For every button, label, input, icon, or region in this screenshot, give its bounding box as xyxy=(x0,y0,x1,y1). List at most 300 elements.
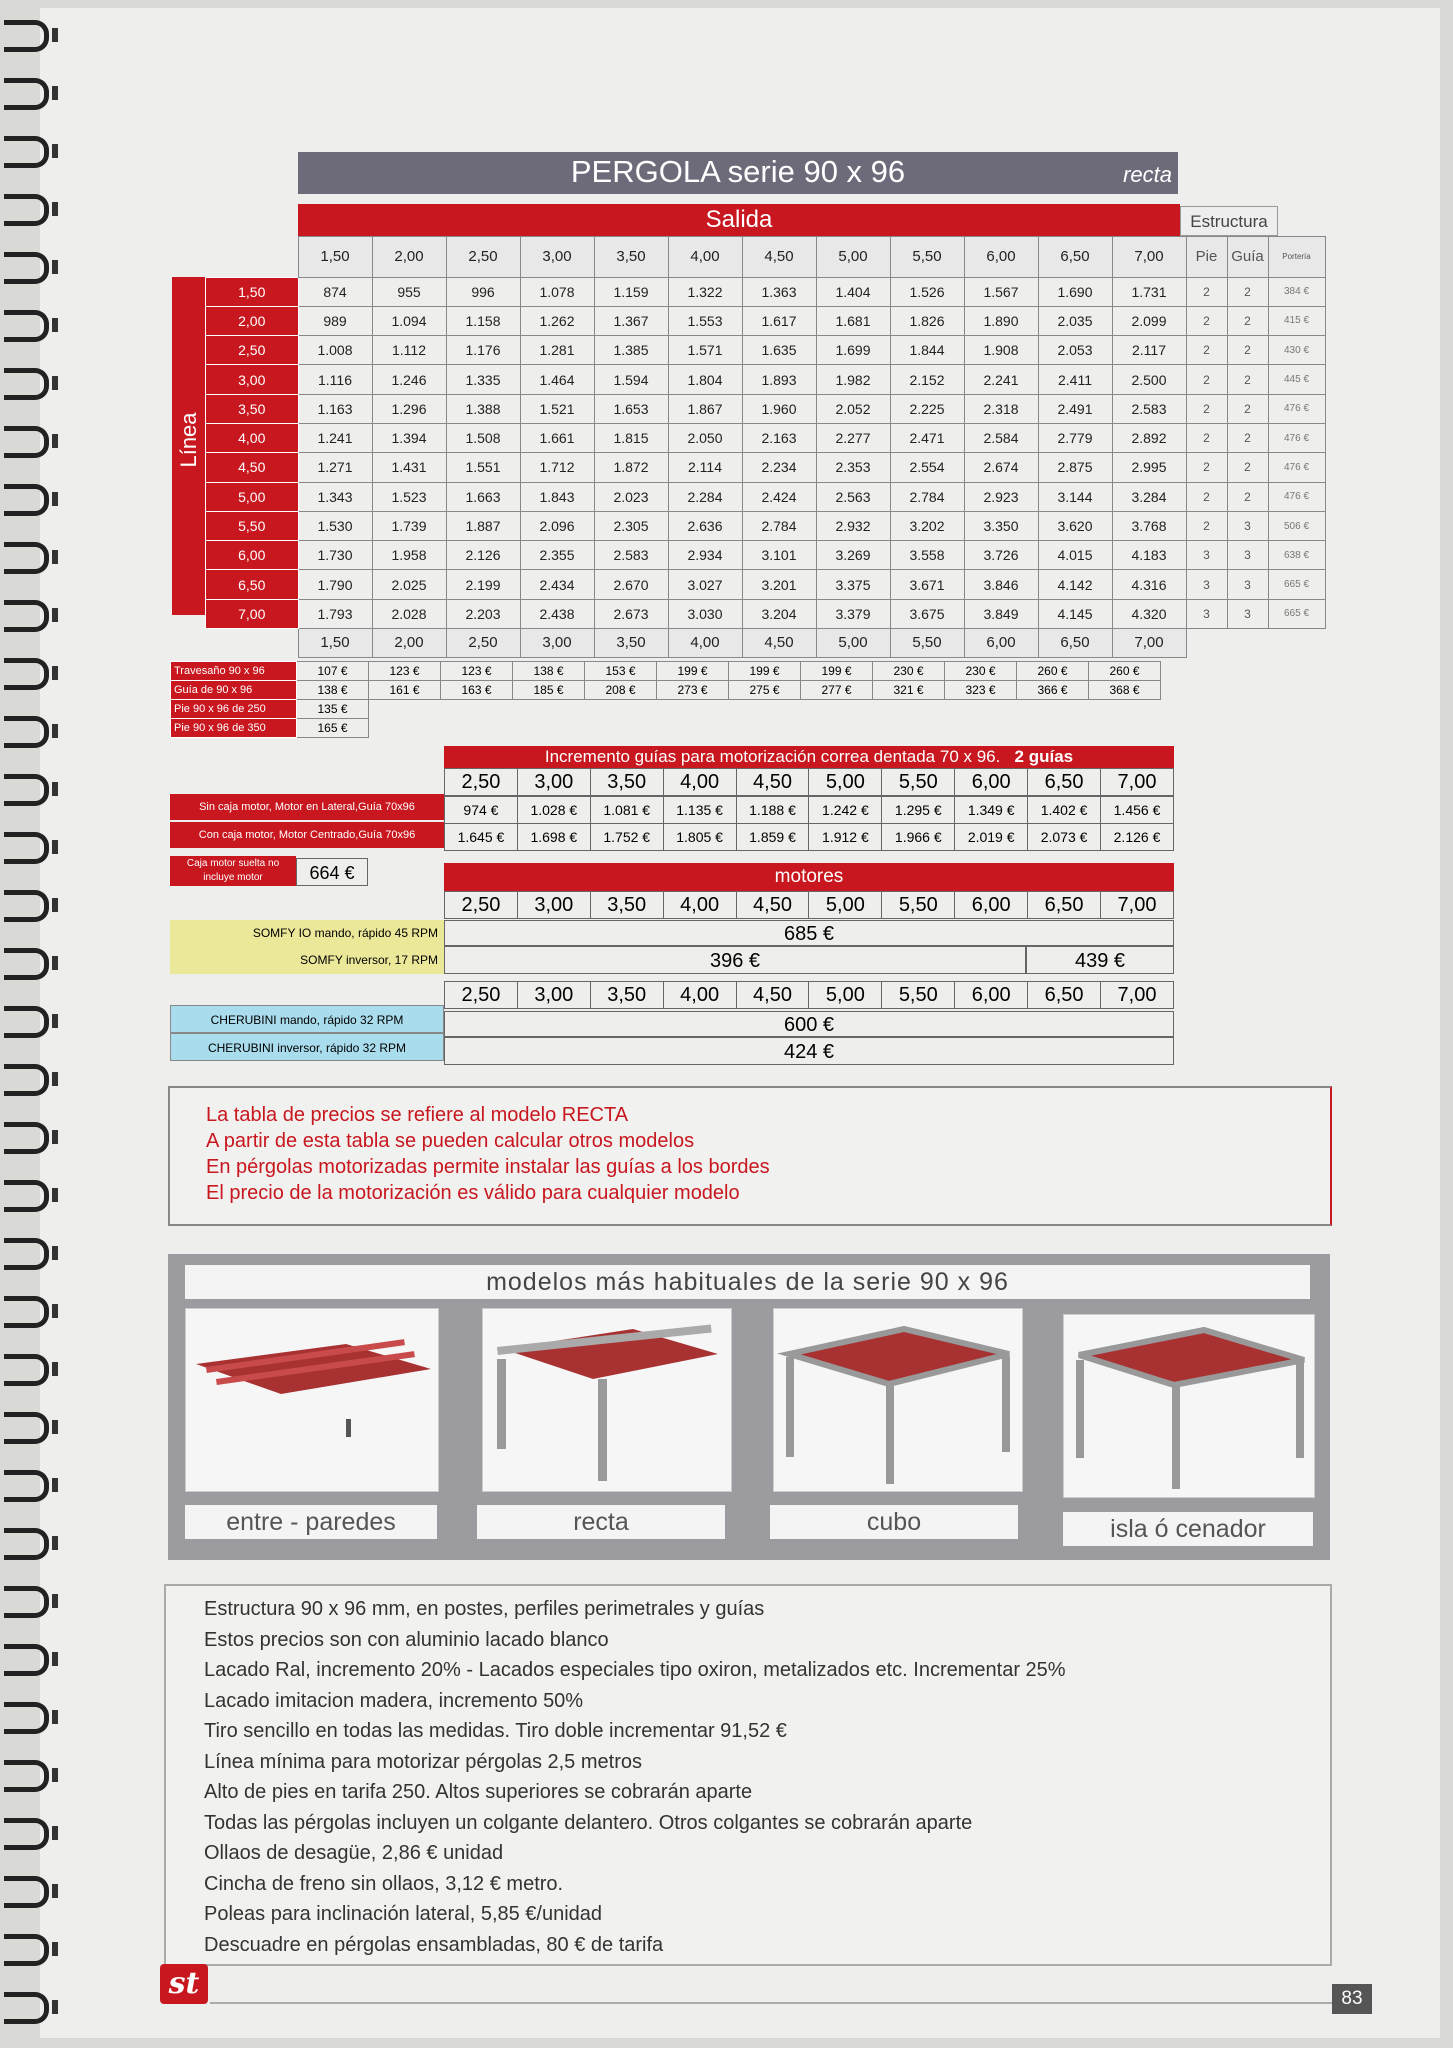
price-cell: 3.101 xyxy=(742,541,816,570)
inc-size-cell: 5,00 xyxy=(809,769,882,796)
price-row xyxy=(206,394,1326,423)
price-cell: 2.784 xyxy=(890,482,964,511)
salida-column-header: 4,50 xyxy=(742,237,816,278)
price-cell: 1.078 xyxy=(520,277,594,306)
price-cell: 1.241 xyxy=(298,423,372,452)
spiral-ring xyxy=(4,194,49,226)
caja-label: Caja motor suelta no incluye motor xyxy=(170,856,296,886)
model-subtitle: recta xyxy=(1123,162,1172,187)
spiral-ring xyxy=(4,78,49,110)
accessory-price: 199 € xyxy=(729,662,801,681)
linea-value: 4,00 xyxy=(206,423,299,452)
salida-column-footer: 6,00 xyxy=(964,629,1038,658)
note-line: A partir de esta tabla se pueden calcular otros modelos xyxy=(206,1130,695,1152)
inc-size-cell: 5,50 xyxy=(882,769,955,796)
price-cell: 1.553 xyxy=(668,306,742,335)
price-cell: 2.554 xyxy=(890,453,964,482)
price-cell: 1.663 xyxy=(446,482,520,511)
motor-size-cell: 6,00 xyxy=(955,892,1028,919)
porteria-price: 476 € xyxy=(1268,453,1325,482)
pie-count: 2 xyxy=(1186,306,1227,335)
cherubini-size-cell: 6,50 xyxy=(1028,982,1101,1009)
guia-count: 2 xyxy=(1227,394,1268,423)
spiral-ring xyxy=(4,1760,49,1792)
price-cell: 1.176 xyxy=(446,336,520,365)
price-cell: 3.027 xyxy=(668,570,742,599)
price-cell: 4.183 xyxy=(1112,541,1186,570)
salida-column-header: 5,00 xyxy=(816,237,890,278)
linea-value: 6,00 xyxy=(206,541,299,570)
motor-size-cell: 6,50 xyxy=(1028,892,1101,919)
price-grid-container xyxy=(205,236,1326,658)
price-cell: 2.471 xyxy=(890,423,964,452)
spiral-ring xyxy=(4,600,49,632)
inc-size-cell: 3,00 xyxy=(517,769,590,796)
price-cell: 1.094 xyxy=(372,306,446,335)
motores-header: motores xyxy=(444,863,1174,891)
price-cell: 1.159 xyxy=(594,277,668,306)
price-cell: 1.464 xyxy=(520,365,594,394)
spec-line: Alto de pies en tarifa 250. Altos superiores se cobrarán aparte xyxy=(204,1781,753,1803)
accessory-price: 199 € xyxy=(801,662,873,681)
price-cell: 2.674 xyxy=(964,453,1038,482)
model-caption: entre - paredes xyxy=(185,1505,437,1539)
page-number: 83 xyxy=(1332,1984,1372,2014)
spec-line: Tiro sencillo en todas las medidas. Tiro doble incrementar 91,52 € xyxy=(204,1720,787,1742)
price-cell: 1.872 xyxy=(594,453,668,482)
price-cell: 1.008 xyxy=(298,336,372,365)
cherubini-inv-price: 424 € xyxy=(444,1037,1174,1065)
pie-count: 2 xyxy=(1186,423,1227,452)
spec-line: Estructura 90 x 96 mm, en postes, perfiles perimetrales y guías xyxy=(204,1598,765,1620)
spiral-ring xyxy=(4,426,49,458)
price-cell: 2.126 xyxy=(446,541,520,570)
incremento-price: 1.081 € xyxy=(590,797,663,824)
price-cell: 1.508 xyxy=(446,423,520,452)
price-cell: 1.594 xyxy=(594,365,668,394)
price-row xyxy=(206,277,1326,306)
price-cell: 2.096 xyxy=(520,511,594,540)
note-line: El precio de la motorización es válido para cualquier modelo xyxy=(206,1182,740,1204)
price-cell: 2.052 xyxy=(816,394,890,423)
price-row xyxy=(206,570,1326,599)
price-cell: 3.201 xyxy=(742,570,816,599)
salida-column-footer: 7,00 xyxy=(1112,629,1186,658)
spec-line: Ollaos de desagüe, 2,86 € unidad xyxy=(204,1842,504,1864)
salida-column-header: 2,00 xyxy=(372,237,446,278)
price-cell: 2.099 xyxy=(1112,306,1186,335)
accessories-table xyxy=(170,661,1161,738)
guia-count: 3 xyxy=(1227,541,1268,570)
price-cell: 2.284 xyxy=(668,482,742,511)
price-cell: 1.844 xyxy=(890,336,964,365)
price-cell: 1.661 xyxy=(520,423,594,452)
price-cell: 4.015 xyxy=(1038,541,1112,570)
salida-header-row xyxy=(206,237,1326,278)
incremento-price: 2.019 € xyxy=(955,824,1028,851)
price-cell: 3.675 xyxy=(890,599,964,628)
accessories-container xyxy=(170,661,1161,738)
price-cell: 1.567 xyxy=(964,277,1038,306)
incremento-price: 1.402 € xyxy=(1028,797,1101,824)
salida-column-footer: 3,00 xyxy=(520,629,594,658)
incremento-price: 1.805 € xyxy=(663,824,736,851)
linea-value: 5,50 xyxy=(206,511,299,540)
salida-column-header: 4,00 xyxy=(668,237,742,278)
salida-column-header: 3,00 xyxy=(520,237,594,278)
price-cell: 2.163 xyxy=(742,423,816,452)
incremento-price: 1.295 € xyxy=(882,797,955,824)
incremento-price: 2.126 € xyxy=(1101,824,1174,851)
price-cell: 1.893 xyxy=(742,365,816,394)
model-image-cubo xyxy=(773,1308,1023,1492)
motor-size-cell: 4,00 xyxy=(663,892,736,919)
price-cell: 1.526 xyxy=(890,277,964,306)
salida-column-header: 5,50 xyxy=(890,237,964,278)
incremento-price: 1.349 € xyxy=(955,797,1028,824)
cherubini-size-cell: 4,00 xyxy=(663,982,736,1009)
price-cell: 2.114 xyxy=(668,453,742,482)
price-row xyxy=(206,453,1326,482)
motores-container xyxy=(444,891,1174,919)
accessory-label: Guía de 90 x 96 xyxy=(171,681,297,700)
price-cell: 2.491 xyxy=(1038,394,1112,423)
incremento-title-row xyxy=(444,746,1174,768)
price-cell: 1.367 xyxy=(594,306,668,335)
linea-corner xyxy=(206,237,299,278)
inc-label-1: Con caja motor, Motor Centrado,Guía 70x96 xyxy=(170,822,444,848)
guia-count: 2 xyxy=(1227,277,1268,306)
price-row xyxy=(206,482,1326,511)
caja-price: 664 € xyxy=(296,858,368,886)
accessory-price: 135 € xyxy=(297,700,369,719)
linea-value: 5,00 xyxy=(206,482,299,511)
salida-column-header: 6,00 xyxy=(964,237,1038,278)
incremento-price: 1.028 € xyxy=(517,797,590,824)
guia-count: 3 xyxy=(1227,511,1268,540)
salida-column-footer: 2,00 xyxy=(372,629,446,658)
notes-box xyxy=(168,1086,1332,1226)
price-cell: 955 xyxy=(372,277,446,306)
price-cell: 2.934 xyxy=(668,541,742,570)
price-cell: 2.023 xyxy=(594,482,668,511)
spiral-ring xyxy=(4,1180,49,1212)
models-title: modelos más habituales de la serie 90 x 96 xyxy=(185,1265,1310,1299)
accessory-price: 273 € xyxy=(657,681,729,700)
inc-size-cell: 6,00 xyxy=(955,769,1028,796)
price-cell: 2.318 xyxy=(964,394,1038,423)
cherubini-container xyxy=(444,981,1174,1009)
price-cell: 2.670 xyxy=(594,570,668,599)
price-cell: 3.726 xyxy=(964,541,1038,570)
cherubini-size-cell: 7,00 xyxy=(1101,982,1174,1009)
spiral-ring xyxy=(4,832,49,864)
accessory-price: 107 € xyxy=(297,662,369,681)
motor-size-cell: 7,00 xyxy=(1101,892,1174,919)
incremento-guias: 2 guías xyxy=(1014,747,1074,766)
salida-column-footer: 4,00 xyxy=(668,629,742,658)
spiral-ring xyxy=(4,1992,49,2024)
cherubini-inv-label: CHERUBINI inversor, rápido 32 RPM xyxy=(170,1033,444,1061)
model-image-entre-paredes xyxy=(185,1308,439,1492)
salida-column-footer: 1,50 xyxy=(298,629,372,658)
spiral-ring xyxy=(4,890,49,922)
price-cell: 1.826 xyxy=(890,306,964,335)
salida-column-footer: 3,50 xyxy=(594,629,668,658)
spiral-ring xyxy=(4,1818,49,1850)
spiral-ring xyxy=(4,1702,49,1734)
porteria-price: 430 € xyxy=(1268,336,1325,365)
price-cell: 2.241 xyxy=(964,365,1038,394)
motor-size-cell: 3,50 xyxy=(590,892,663,919)
price-cell: 2.434 xyxy=(520,570,594,599)
price-cell: 3.846 xyxy=(964,570,1038,599)
model-image-recta xyxy=(482,1308,732,1492)
spiral-ring xyxy=(4,658,49,690)
price-cell: 3.375 xyxy=(816,570,890,599)
spec-line: Lacado Ral, incremento 20% - Lacados especiales tipo oxiron, metalizados etc. Incrementar 25% xyxy=(204,1659,1066,1681)
price-cell: 1.335 xyxy=(446,365,520,394)
price-cell: 2.152 xyxy=(890,365,964,394)
price-row xyxy=(206,541,1326,570)
price-cell: 2.277 xyxy=(816,423,890,452)
accessory-label: Pie 90 x 96 de 250 xyxy=(171,700,297,719)
porteria-price: 415 € xyxy=(1268,306,1325,335)
accessory-price: 138 € xyxy=(297,681,369,700)
motor-size-cell: 2,50 xyxy=(445,892,518,919)
motores-sizes xyxy=(444,891,1174,919)
price-cell: 1.551 xyxy=(446,453,520,482)
spiral-ring xyxy=(4,1528,49,1560)
guia-count: 2 xyxy=(1227,453,1268,482)
price-cell: 1.958 xyxy=(372,541,446,570)
spec-line: Línea mínima para motorizar pérgolas 2,5 metros xyxy=(204,1750,642,1773)
price-cell: 2.353 xyxy=(816,453,890,482)
price-cell: 1.699 xyxy=(816,336,890,365)
price-cell: 2.673 xyxy=(594,599,668,628)
linea-value: 4,50 xyxy=(206,453,299,482)
price-cell: 2.053 xyxy=(1038,336,1112,365)
porteria-price: 476 € xyxy=(1268,423,1325,452)
pie-count: 2 xyxy=(1186,277,1227,306)
price-cell: 2.995 xyxy=(1112,453,1186,482)
inc-label-0: Sin caja motor, Motor en Lateral,Guía 70x96 xyxy=(170,794,444,820)
incremento-price-row xyxy=(445,824,1174,851)
accessory-price: 161 € xyxy=(369,681,441,700)
price-cell: 2.584 xyxy=(964,423,1038,452)
cherubini-size-cell: 5,50 xyxy=(882,982,955,1009)
linea-value: 2,00 xyxy=(206,306,299,335)
price-cell: 2.923 xyxy=(964,482,1038,511)
incremento-price: 1.698 € xyxy=(517,824,590,851)
price-cell: 1.960 xyxy=(742,394,816,423)
price-cell: 4.145 xyxy=(1038,599,1112,628)
spiral-ring xyxy=(4,484,49,516)
price-cell: 1.815 xyxy=(594,423,668,452)
price-cell: 2.438 xyxy=(520,599,594,628)
incremento-price: 1.912 € xyxy=(809,824,882,851)
cherubini-mando-label: CHERUBINI mando, rápido 32 RPM xyxy=(170,1005,444,1033)
price-cell: 3.849 xyxy=(964,599,1038,628)
price-cell: 1.804 xyxy=(668,365,742,394)
price-cell: 2.305 xyxy=(594,511,668,540)
incremento-price: 974 € xyxy=(445,797,518,824)
price-cell: 3.144 xyxy=(1038,482,1112,511)
price-cell: 1.363 xyxy=(742,277,816,306)
price-cell: 1.431 xyxy=(372,453,446,482)
price-cell: 2.203 xyxy=(446,599,520,628)
spiral-ring xyxy=(4,948,49,980)
accessory-price: 165 € xyxy=(297,719,369,738)
guia-count: 2 xyxy=(1227,336,1268,365)
pie-count: 3 xyxy=(1186,541,1227,570)
salida-header: Salida xyxy=(298,204,1180,236)
pie-count: 3 xyxy=(1186,570,1227,599)
accessory-price: 277 € xyxy=(801,681,873,700)
price-cell: 2.411 xyxy=(1038,365,1112,394)
price-cell: 1.793 xyxy=(298,599,372,628)
price-cell: 1.731 xyxy=(1112,277,1186,306)
price-cell: 3.558 xyxy=(890,541,964,570)
porteria-price: 638 € xyxy=(1268,541,1325,570)
note-line: En pérgolas motorizadas permite instalar las guías a los bordes xyxy=(206,1156,770,1178)
price-cell: 1.843 xyxy=(520,482,594,511)
price-cell: 2.355 xyxy=(520,541,594,570)
pie-count: 3 xyxy=(1186,599,1227,628)
pie-count: 2 xyxy=(1186,453,1227,482)
price-cell: 2.199 xyxy=(446,570,520,599)
price-cell: 2.779 xyxy=(1038,423,1112,452)
porteria-price: 476 € xyxy=(1268,482,1325,511)
somfy-inv-label: SOMFY inversor, 17 RPM xyxy=(170,946,444,974)
price-cell: 4.316 xyxy=(1112,570,1186,599)
salida-column-header: 2,50 xyxy=(446,237,520,278)
price-cell: 1.521 xyxy=(520,394,594,423)
price-cell: 3.284 xyxy=(1112,482,1186,511)
accessory-label: Pie 90 x 96 de 350 xyxy=(171,719,297,738)
motor-size-cell: 5,00 xyxy=(809,892,882,919)
inc-size-cell: 4,50 xyxy=(736,769,809,796)
price-cell: 996 xyxy=(446,277,520,306)
accessory-label: Travesaño 90 x 96 xyxy=(171,662,297,681)
linea-value: 6,50 xyxy=(206,570,299,599)
price-cell: 2.424 xyxy=(742,482,816,511)
inc-size-cell: 6,50 xyxy=(1028,769,1101,796)
incremento-price-row xyxy=(445,797,1174,824)
page-title: PERGOLA serie 90 x 96 xyxy=(570,154,906,189)
spec-line: Todas las pérgolas incluyen un colgante delantero. Otros colgantes se cobrarán aparte xyxy=(204,1811,973,1834)
note-line: La tabla de precios se refiere al modelo RECTA xyxy=(206,1104,629,1126)
motor-size-cell: 4,50 xyxy=(736,892,809,919)
pie-count: 2 xyxy=(1186,394,1227,423)
incremento-container xyxy=(444,768,1174,851)
spiral-ring xyxy=(4,1412,49,1444)
porteria-price: 665 € xyxy=(1268,570,1325,599)
accessory-price: 123 € xyxy=(441,662,513,681)
spec-line: Lacado imitacion madera, incremento 50% xyxy=(204,1689,584,1712)
price-cell: 2.583 xyxy=(1112,394,1186,423)
price-cell: 2.892 xyxy=(1112,423,1186,452)
cherubini-mando-price: 600 € xyxy=(444,1011,1174,1037)
accessory-price: 368 € xyxy=(1089,681,1161,700)
cherubini-size-cell: 2,50 xyxy=(445,982,518,1009)
cherubini-size-cell: 3,00 xyxy=(517,982,590,1009)
price-grid xyxy=(205,236,1326,658)
price-cell: 1.617 xyxy=(742,306,816,335)
price-cell: 1.112 xyxy=(372,336,446,365)
incremento-price: 1.645 € xyxy=(445,824,518,851)
spiral-ring xyxy=(4,1238,49,1270)
estructura-header: Estructura xyxy=(1180,206,1278,236)
motor-size-cell: 3,00 xyxy=(517,892,590,919)
price-cell: 2.117 xyxy=(1112,336,1186,365)
price-cell: 2.784 xyxy=(742,511,816,540)
price-cell: 1.571 xyxy=(668,336,742,365)
cherubini-size-cell: 4,50 xyxy=(736,982,809,1009)
accessory-row xyxy=(171,681,1161,700)
spec-line: Estos precios son con aluminio lacado blanco xyxy=(204,1628,609,1651)
price-cell: 874 xyxy=(298,277,372,306)
price-cell: 1.385 xyxy=(594,336,668,365)
price-cell: 2.028 xyxy=(372,599,446,628)
pie-count: 2 xyxy=(1186,482,1227,511)
spiral-ring xyxy=(4,1006,49,1038)
incremento-price: 1.752 € xyxy=(590,824,663,851)
salida-column-footer: 2,50 xyxy=(446,629,520,658)
spec-line: Cincha de freno sin ollaos, 3,12 € metro. xyxy=(204,1872,564,1895)
accessory-price: 123 € xyxy=(369,662,441,681)
porteria-price: 506 € xyxy=(1268,511,1325,540)
price-cell: 3.768 xyxy=(1112,511,1186,540)
spiral-ring xyxy=(4,20,49,52)
incremento-price: 1.966 € xyxy=(882,824,955,851)
spiral-ring xyxy=(4,1876,49,1908)
price-cell: 1.281 xyxy=(520,336,594,365)
linea-value: 7,00 xyxy=(206,599,299,628)
linea-corner xyxy=(206,629,299,658)
accessory-price: 275 € xyxy=(729,681,801,700)
price-cell: 1.388 xyxy=(446,394,520,423)
linea-value: 3,00 xyxy=(206,365,299,394)
accessory-price: 230 € xyxy=(945,662,1017,681)
accessory-price: 199 € xyxy=(657,662,729,681)
linea-value: 3,50 xyxy=(206,394,299,423)
motor-size-cell: 5,50 xyxy=(882,892,955,919)
price-cell: 4.320 xyxy=(1112,599,1186,628)
price-cell: 2.035 xyxy=(1038,306,1112,335)
price-cell: 3.202 xyxy=(890,511,964,540)
spiral-ring xyxy=(4,716,49,748)
price-cell: 3.379 xyxy=(816,599,890,628)
accessory-price: 260 € xyxy=(1089,662,1161,681)
price-cell: 989 xyxy=(298,306,372,335)
incremento-price: 1.456 € xyxy=(1101,797,1174,824)
estructura-column-header: Pie xyxy=(1186,237,1227,278)
accessory-price: 153 € xyxy=(585,662,657,681)
spiral-ring xyxy=(4,1586,49,1618)
price-cell: 1.163 xyxy=(298,394,372,423)
cherubini-sizes xyxy=(444,981,1174,1009)
price-cell: 1.739 xyxy=(372,511,446,540)
price-row xyxy=(206,365,1326,394)
inc-size-cell: 4,00 xyxy=(663,769,736,796)
guia-count: 2 xyxy=(1227,365,1268,394)
price-cell: 3.671 xyxy=(890,570,964,599)
price-cell: 2.583 xyxy=(594,541,668,570)
salida-column-header: 3,50 xyxy=(594,237,668,278)
somfy-io-label: SOMFY IO mando, rápido 45 RPM xyxy=(170,920,444,946)
price-cell: 1.394 xyxy=(372,423,446,452)
